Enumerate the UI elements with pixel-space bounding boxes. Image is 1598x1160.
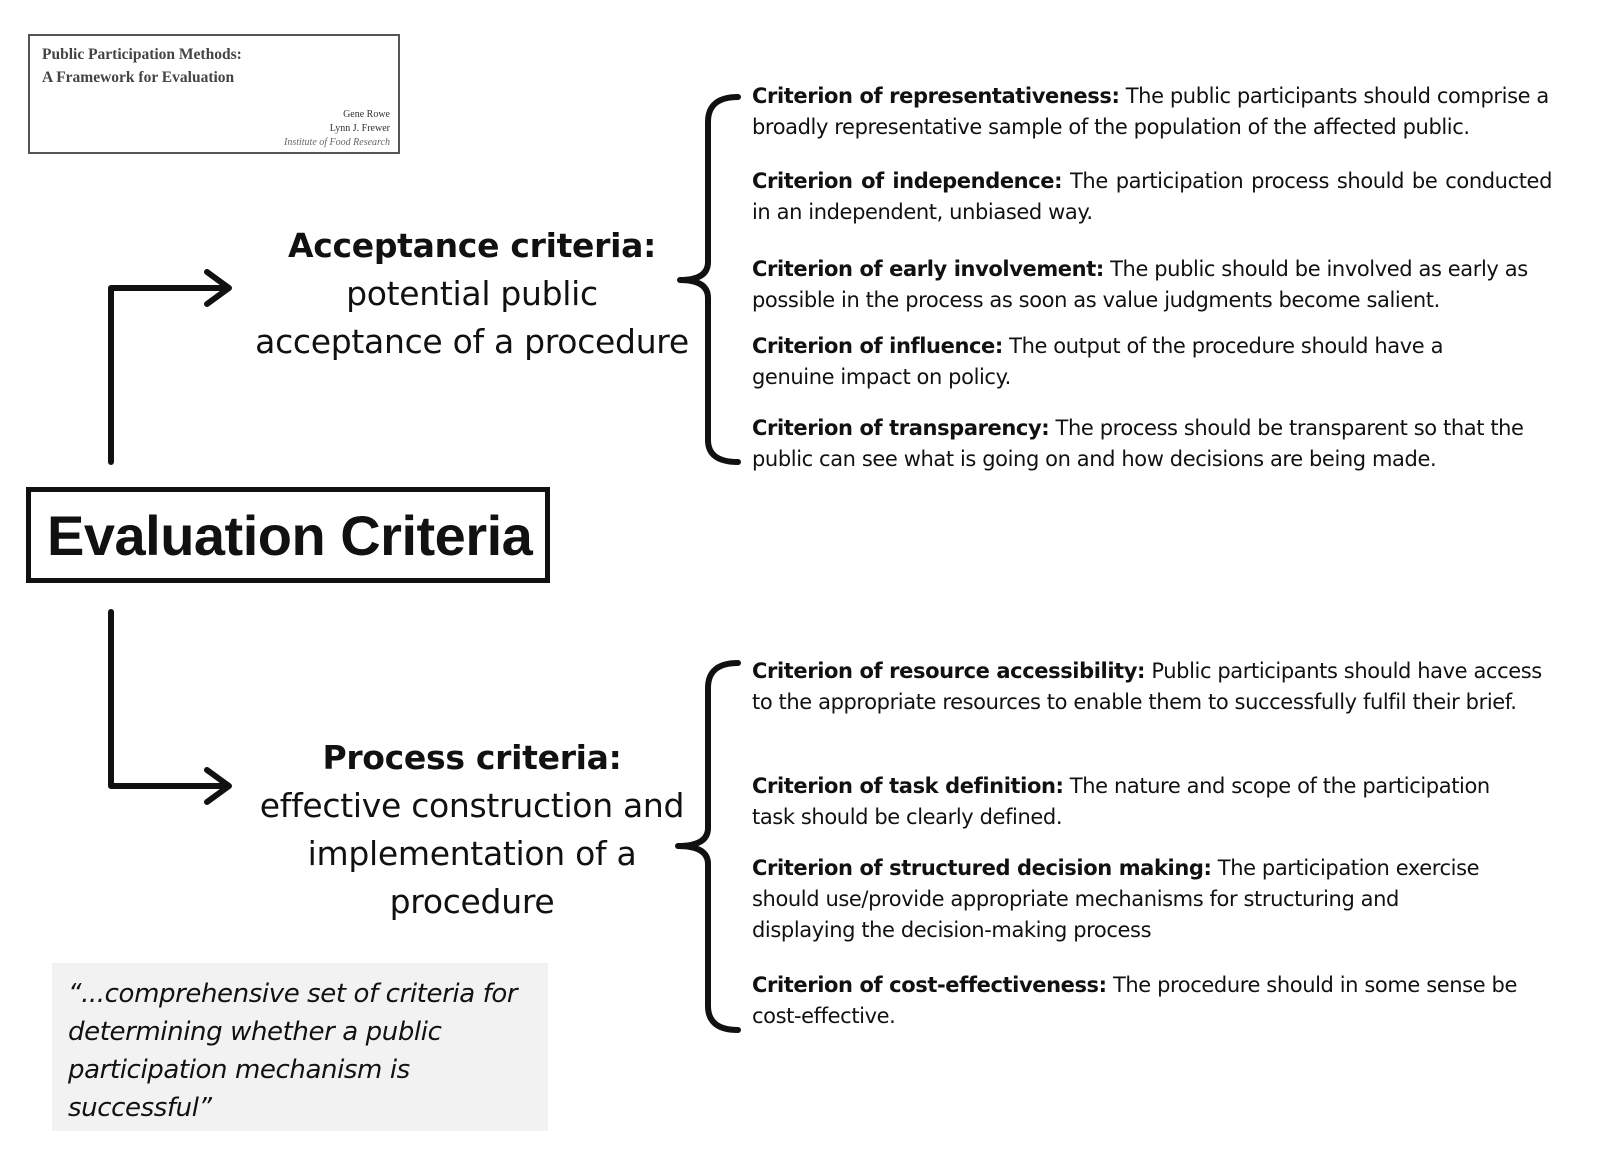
acceptance-heading: Acceptance criteria: [288,226,656,265]
paper-institution: Institute of Food Research [284,137,390,148]
criterion-item [752,853,1492,946]
paper-title [42,43,242,89]
acceptance-desc-line1: potential public [346,274,598,313]
main-title: Evaluation Criteria [47,503,533,567]
criterion-item [752,771,1522,833]
acceptance-category [242,222,702,366]
evaluation-criteria-box [26,487,550,583]
lower-connector-line [111,612,225,786]
criterion-name: Criterion of structured decision making: [752,856,1212,880]
process-desc-line3: procedure [389,882,555,921]
criterion-name: Criterion of resource accessibility: [752,659,1146,683]
criterion-name: Criterion of representativeness: [752,84,1120,108]
criterion-text: The participation process should be conducted in an independent, unbiased way. [752,169,1552,224]
criterion-text: The output of the procedure should have a genuine impact on policy. [752,334,1444,389]
paper-authors [284,108,390,150]
criterion-name: Criterion of cost-effectiveness: [752,973,1107,997]
quote-text: “...comprehensive set of criteria for determining whether a public participation mechanism is successful” [68,979,518,1123]
process-category [242,734,702,926]
paper-title-line1: Public Participation Methods: [42,46,242,63]
acceptance-desc-line2: acceptance of a procedure [255,322,689,361]
criterion-item [752,254,1552,316]
criterion-text: Public participants should have access to the appropriate resources to enable them to successfully fulfil their brief. [752,659,1542,714]
criterion-item [752,331,1482,393]
criterion-item [752,656,1562,718]
criterion-name: Criterion of influence: [752,334,1003,358]
process-desc-line1: effective construction and [259,786,685,825]
paper-author-1: Gene Rowe [343,109,390,120]
process-desc-line2: implementation of a [307,834,637,873]
criterion-item [752,81,1552,143]
criterion-text: The public should be involved as early as possible in the process as soon as value judgments become salient. [752,257,1528,312]
upper-connector-line [111,288,225,462]
criterion-text: The procedure should in some sense be cost-effective. [752,973,1517,1028]
criterion-text: The process should be transparent so that the public can see what is going on and how decisions are being made. [752,416,1524,471]
criterion-text: The participation exercise should use/provide appropriate mechanisms for structuring and displaying the decision-making process [752,856,1480,942]
paper-author-2: Lynn J. Frewer [329,123,390,134]
criterion-text: The public participants should comprise a broadly representative sample of the population of the affected public. [752,84,1549,139]
criterion-name: Criterion of early involvement: [752,257,1104,281]
criterion-item [752,413,1552,475]
criterion-text: The nature and scope of the participation task should be clearly defined. [752,774,1490,829]
criterion-name: Criterion of task definition: [752,774,1064,798]
process-heading: Process criteria: [322,738,622,777]
quote-box [52,963,548,1131]
paper-title-line2: A Framework for Evaluation [42,69,235,86]
criterion-name: Criterion of transparency: [752,416,1050,440]
criterion-item [752,166,1552,228]
paper-thumbnail [28,34,400,154]
criterion-item [752,970,1552,1032]
criterion-name: Criterion of independence: [752,169,1063,193]
